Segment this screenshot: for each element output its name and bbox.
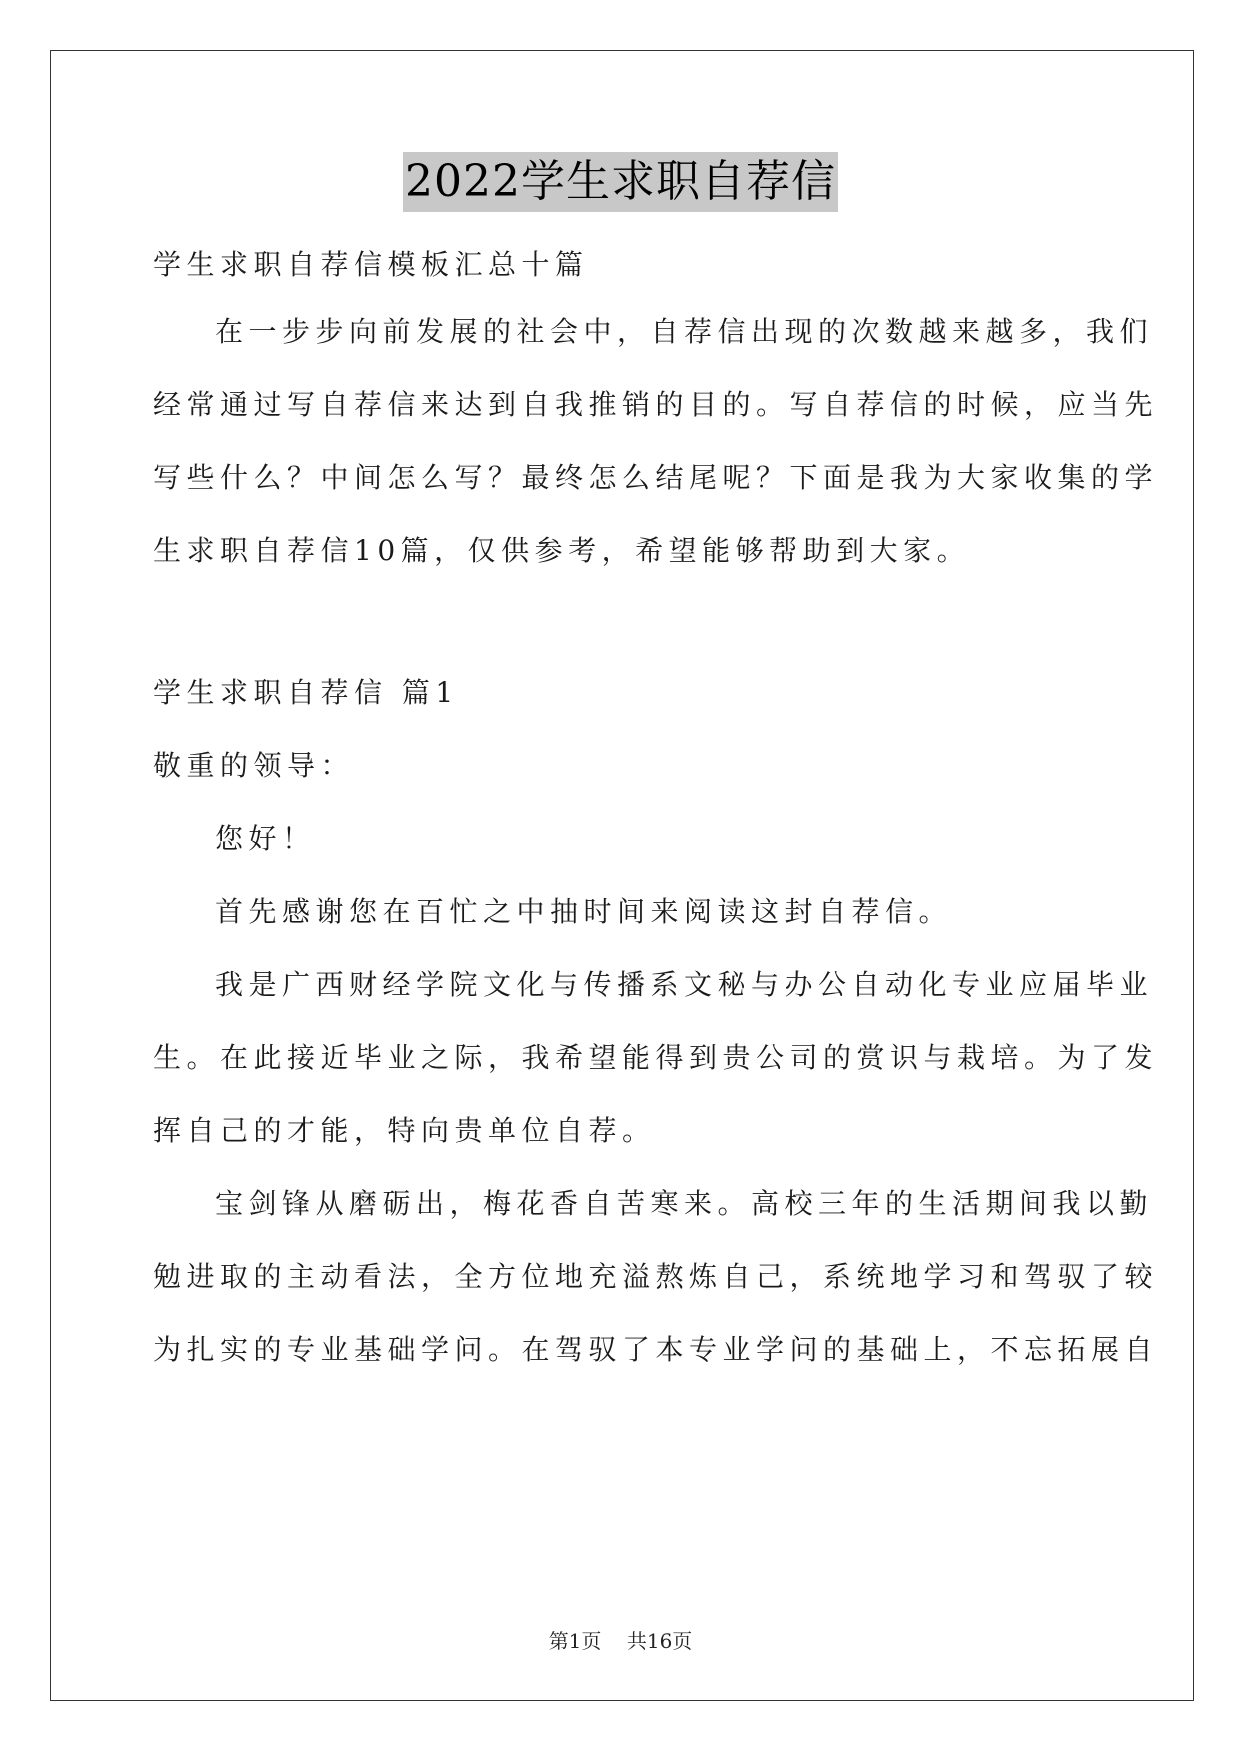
body-line: 勉进取的主动看法，全方位地充溢熬炼自己，系统地学习和驾驭了较 xyxy=(153,1260,1159,1293)
page-footer xyxy=(0,1628,1241,1654)
page-number: 第1页 xyxy=(548,1629,602,1653)
document-title: 2022学生求职自荐信 xyxy=(403,152,838,212)
page-border xyxy=(50,50,1194,1701)
section-heading: 学生求职自荐信 篇1 xyxy=(153,676,459,709)
body-line: 为扎实的专业基础学问。在驾驭了本专业学问的基础上，不忘拓展自 xyxy=(153,1333,1159,1366)
body-line: 挥自己的才能，特向贵单位自荐。 xyxy=(153,1114,656,1147)
salutation-line: 敬重的领导： xyxy=(153,749,355,782)
body-line: 宝剑锋从磨砺出，梅花香自苦寒来。高校三年的生活期间我以勤 xyxy=(215,1187,1154,1220)
body-line: 生。在此接近毕业之际，我希望能得到贵公司的赏识与栽培。为了发 xyxy=(153,1041,1159,1074)
body-line: 经常通过写自荐信来达到自我推销的目的。写自荐信的时候，应当先 xyxy=(153,388,1159,421)
greeting-line: 您好！ xyxy=(215,822,316,855)
page-total: 共16页 xyxy=(626,1629,693,1653)
title-container xyxy=(0,152,1241,212)
body-line: 我是广西财经学院文化与传播系文秘与办公自动化专业应届毕业 xyxy=(215,968,1154,1001)
body-line: 首先感谢您在百忙之中抽时间来阅读这封自荐信。 xyxy=(215,895,953,928)
subtitle-line: 学生求职自荐信模板汇总十篇 xyxy=(153,248,589,281)
body-line: 写些什么？中间怎么写？最终怎么结尾呢？下面是我为大家收集的学 xyxy=(153,461,1159,494)
body-line: 在一步步向前发展的社会中，自荐信出现的次数越来越多，我们 xyxy=(215,315,1154,348)
body-line: 生求职自荐信10篇，仅供参考，希望能够帮助到大家。 xyxy=(153,534,971,567)
